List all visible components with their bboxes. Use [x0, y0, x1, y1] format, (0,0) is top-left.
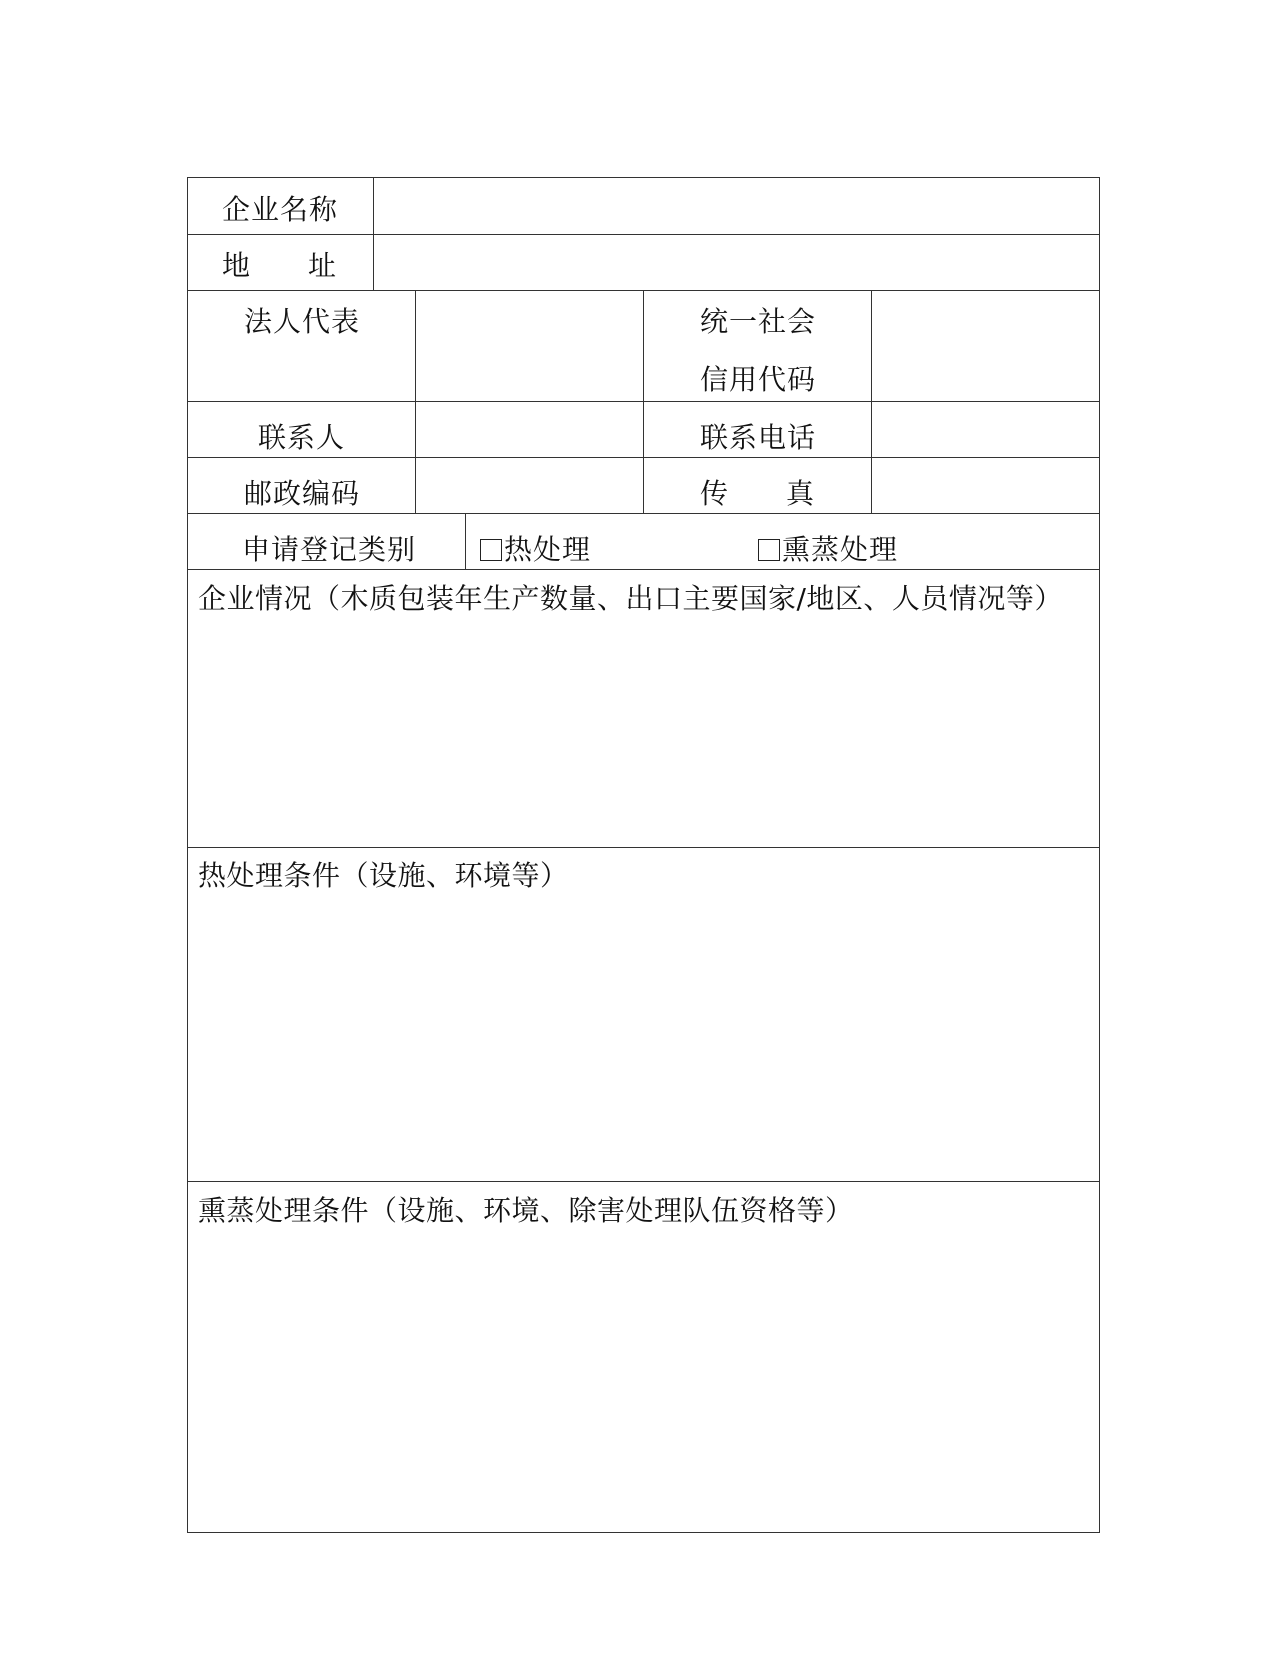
- credit-code-label-line1: 统一社会: [700, 305, 817, 338]
- column-divider: [643, 290, 644, 513]
- fax-label-char-2: 真: [786, 477, 815, 510]
- company-name-field[interactable]: [374, 178, 1099, 234]
- contact-label: 联系人: [258, 421, 346, 454]
- column-divider: [465, 513, 466, 569]
- credit-code-label-line2: 信用代码: [700, 363, 817, 396]
- fumigation-conditions-label: 熏蒸处理条件（设施、环境、除害处理队伍资格等）: [198, 1194, 854, 1227]
- row-divider: [188, 1181, 1099, 1182]
- phone-label: 联系电话: [700, 421, 817, 454]
- postal-code-field[interactable]: [416, 457, 643, 513]
- credit-code-field[interactable]: [872, 290, 1099, 401]
- fax-field[interactable]: [872, 457, 1099, 513]
- option-fumigation[interactable]: [758, 533, 898, 567]
- company-info-label: 企业情况（木质包装年生产数量、出口主要国家/地区、人员情况等）: [198, 582, 1063, 615]
- category-label: 申请登记类别: [242, 533, 417, 566]
- heat-conditions-label: 热处理条件（设施、环境等）: [198, 859, 569, 892]
- heat-treatment-checkbox[interactable]: [480, 539, 502, 561]
- company-name-label: 企业名称: [222, 193, 339, 226]
- fumigation-conditions-field[interactable]: [188, 1230, 1099, 1530]
- heat-conditions-field[interactable]: [188, 896, 1099, 1180]
- address-label: [222, 249, 336, 283]
- registration-form-table: [187, 177, 1100, 1533]
- fax-label: [700, 477, 814, 511]
- option-heat-treatment[interactable]: [480, 533, 591, 567]
- address-field[interactable]: [374, 234, 1099, 290]
- postal-code-label: 邮政编码: [244, 477, 361, 510]
- fumigation-option-label: 熏蒸处理: [782, 533, 899, 566]
- row-divider: [188, 569, 1099, 570]
- row-divider: [188, 513, 1099, 514]
- company-info-field[interactable]: [188, 618, 1099, 846]
- legal-rep-field[interactable]: [416, 290, 643, 401]
- contact-field[interactable]: [416, 401, 643, 457]
- heat-treatment-option-label: 热处理: [504, 533, 592, 566]
- phone-field[interactable]: [872, 401, 1099, 457]
- fax-label-char-1: 传: [700, 477, 729, 510]
- row-divider: [188, 847, 1099, 848]
- fumigation-checkbox[interactable]: [758, 539, 780, 561]
- address-label-char-1: 地: [222, 249, 251, 282]
- legal-rep-label: 法人代表: [244, 305, 361, 338]
- address-label-char-2: 址: [308, 249, 337, 282]
